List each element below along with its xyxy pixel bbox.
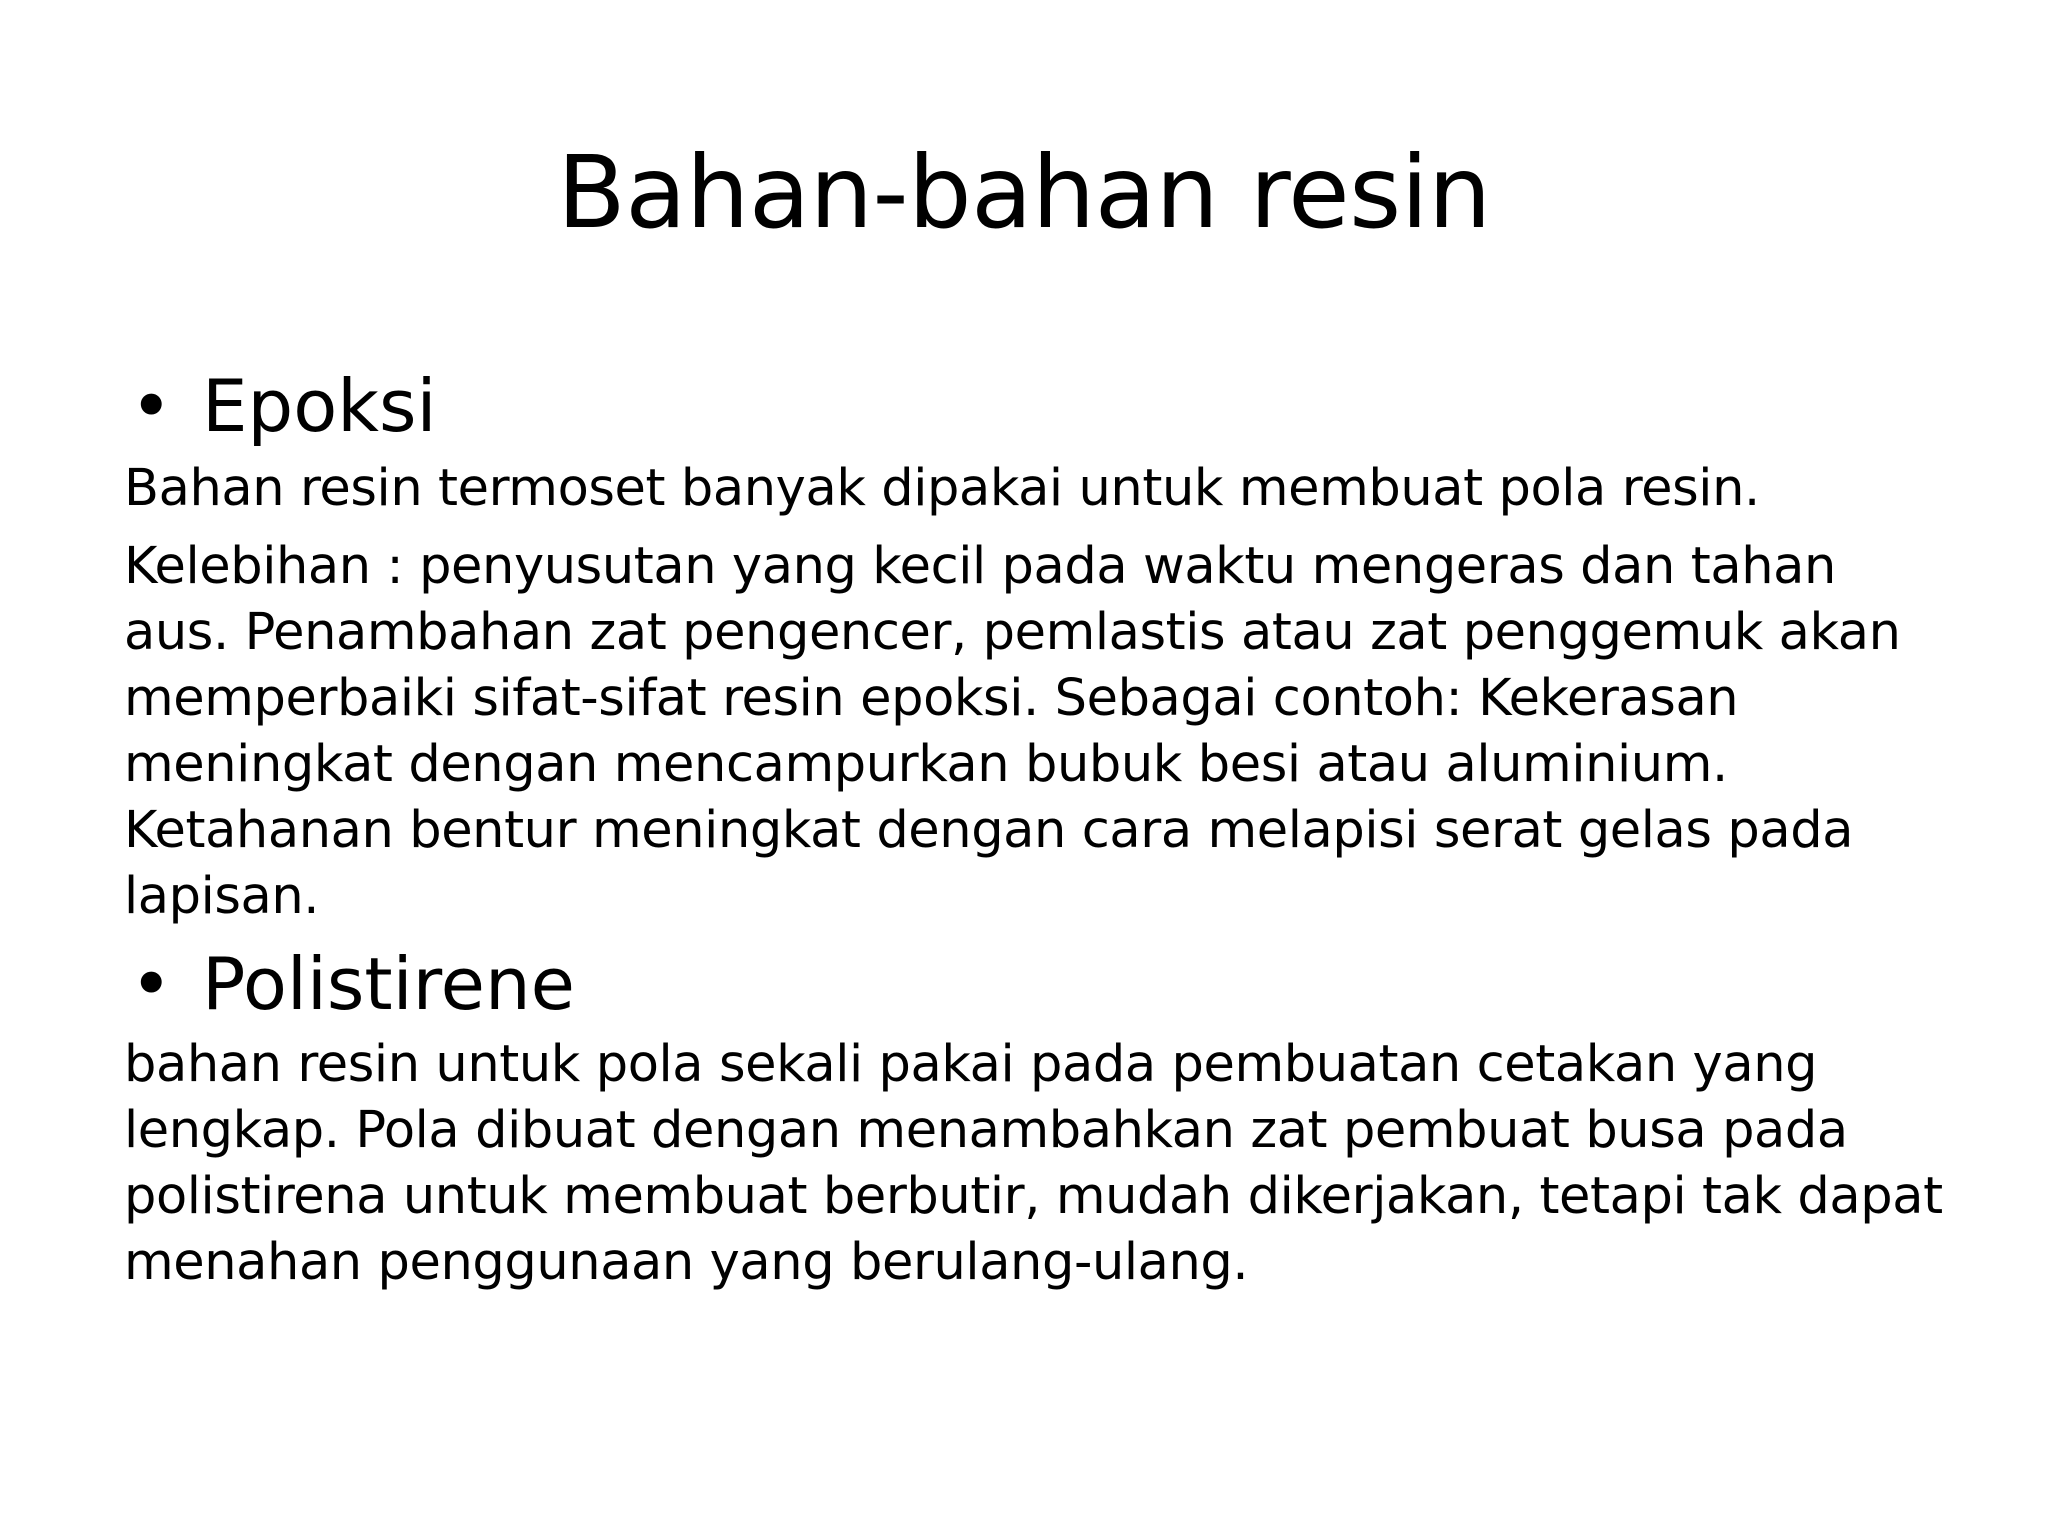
slide-content <box>124 360 1954 1296</box>
epoksi-description: Bahan resin termoset banyak dipakai untuk membuat pola resin. <box>124 459 1760 518</box>
polistirene-description: bahan resin untuk pola sekali pakai pada pembuatan cetakan yang lengkap. Pola dibuat dengan menambahkan zat pembuat busa pada polistirena untuk membuat berbutir, mudah dikerjakan, tetapi tak dapat menahan penggunaan yang berulang-ulang. <box>124 1035 1943 1292</box>
bullet-heading-label: Polistirene <box>202 942 575 1026</box>
slide-title: Bahan-bahan resin <box>557 134 1491 251</box>
bullet-heading-polistirene <box>124 938 1954 1030</box>
bullet-dot-icon: • <box>130 364 173 448</box>
bullet-heading-epoksi <box>124 360 1954 452</box>
epoksi-advantages: Kelebihan : penyusutan yang kecil pada waktu mengeras dan tahan aus. Penambahan zat pengencer, pemlastis atau zat penggemuk akan memperbaiki sifat-sifat resin epoksi. Sebagai contoh: Kekerasan meningkat dengan mencampurkan bubuk besi atau aluminium. Ketahanan bentur meningkat dengan cara melapisi serat gelas pada lapisan. <box>124 537 1901 926</box>
bullet-dot-icon: • <box>130 942 173 1026</box>
bullet-heading-label: Epoksi <box>202 364 437 448</box>
